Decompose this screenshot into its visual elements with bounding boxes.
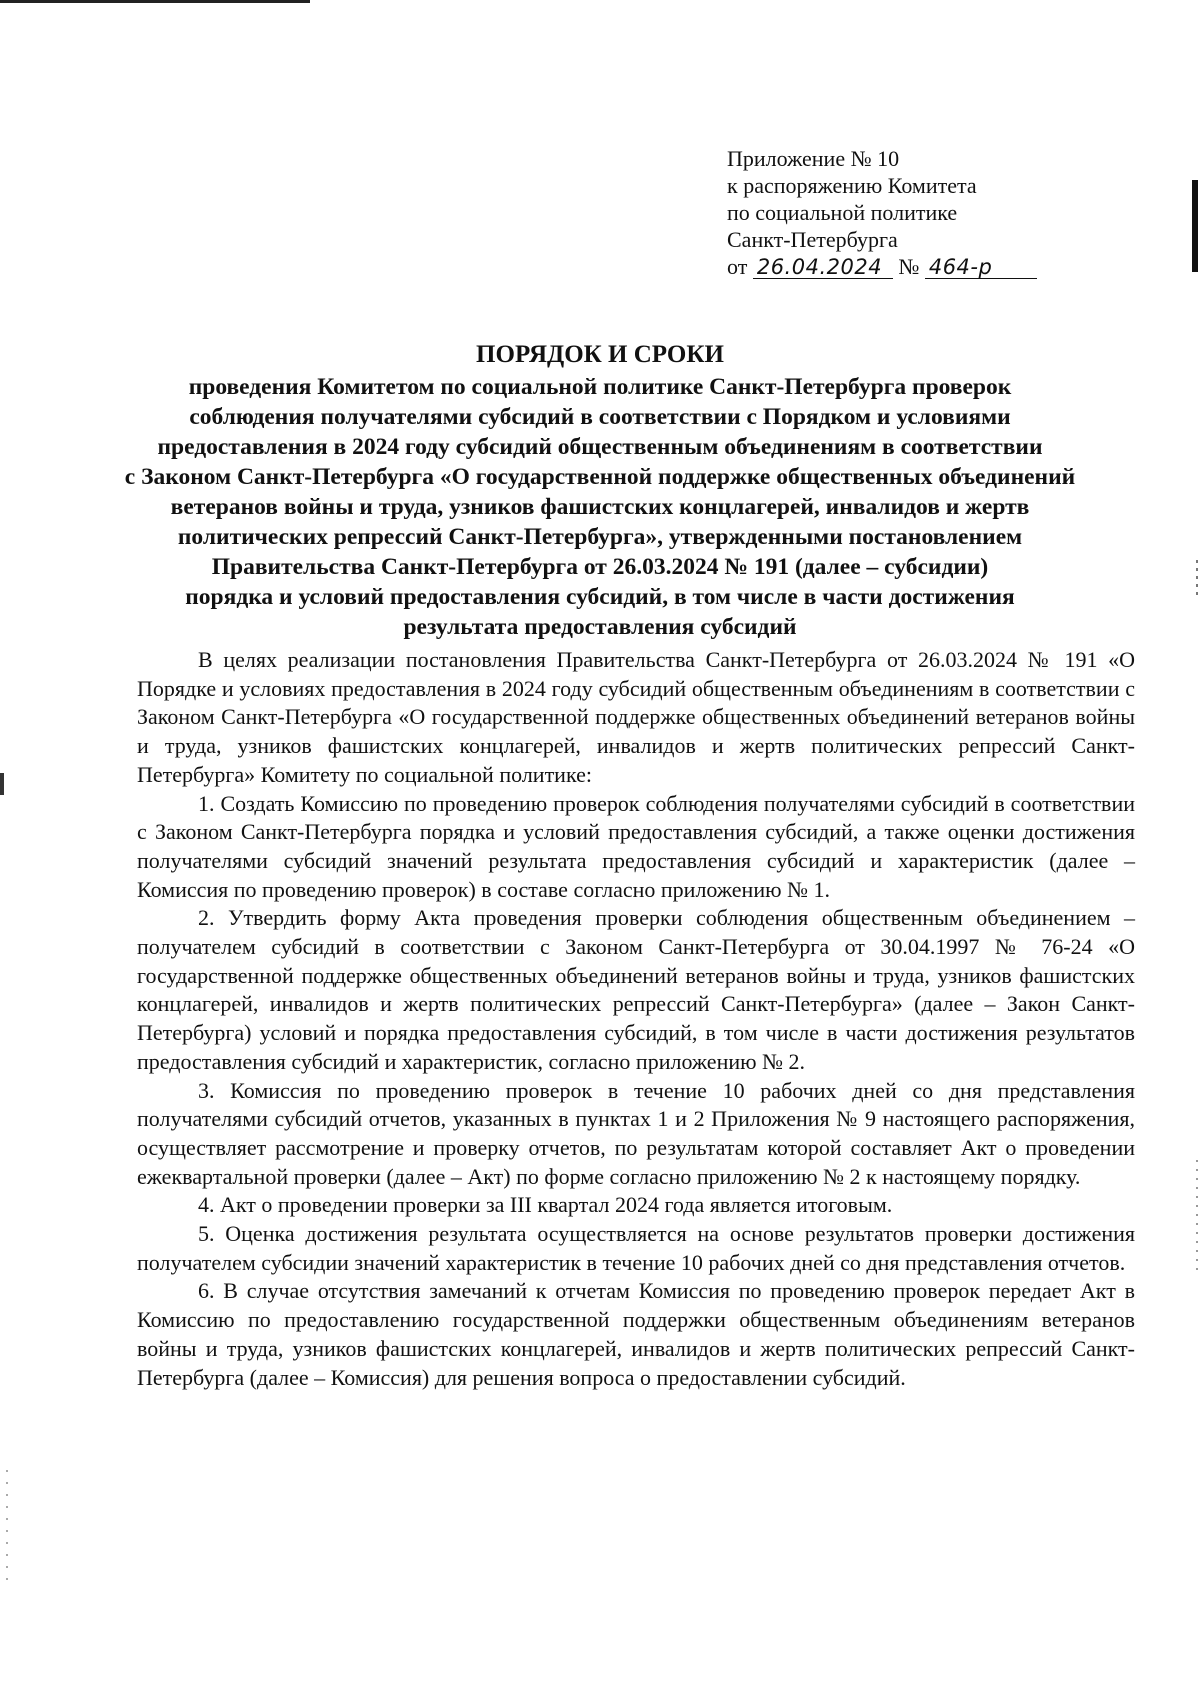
item-5-paragraph: 5. Оценка достижения результата осуществляется на основе результатов проверки достижения получателем субсидии значений характеристик в течение 10 рабочих дней со дня представления отчетов. (137, 1221, 1135, 1275)
item-1-paragraph: 1. Создать Комиссию по проведению проверок соблюдения получателями субсидий в соответствии с Законом Санкт-Петербурга порядка и условий предоставления субсидий, а также оценки достижения получателями субсидий значений результата предоставления субсидий и характеристик (далее – Комиссия по проведению проверок) в составе согласно приложению № 1. (137, 790, 1135, 902)
title-line: результата предоставления субсидий (403, 614, 797, 640)
item-3-paragraph: 3. Комиссия по проведению проверок в течение 10 рабочих дней со дня представления получателями субсидий отчетов, указанных в пунктах 1 и 2 Приложения № 9 настоящего распоряжения, осуществляет рассмотрение и проверку отчетов, по результатам которой составляет Акт о проведении ежеквартальной проверки (далее – Акт) по форме согласно приложению № 2 к настоящему порядку. (137, 1077, 1135, 1189)
title-line: предоставления в 2024 году субсидий общественным объединениям в соответствии (157, 434, 1043, 460)
title-line: ветеранов войны и труда, узников фашистских концлагерей, инвалидов и жертв (170, 494, 1030, 520)
document-title (120, 340, 1080, 642)
title-line: политических репрессий Санкт-Петербурга», утвержденными постановлением (177, 524, 1023, 550)
title-line: проведения Комитетом по социальной политике Санкт-Петербурга проверок (188, 374, 1012, 400)
intro-paragraph: В целях реализации постановления Правительства Санкт-Петербурга от 26.03.2024 № 191 «О Порядке и условиях предоставления в 2024 году субсидий общественным объединениям в соответствии с Законом Санкт-Петербурга «О государственной поддержке общественных объединений ветеранов войны и труда, узников фашистских концлагерей, инвалидов и жертв политических репрессий Санкт-Петербурга» Комитету по социальной политике: (137, 647, 1135, 787)
number-prefix: № (898, 254, 920, 279)
appendix-committee: по социальной политике (727, 200, 958, 225)
scan-noise-left (6, 1470, 8, 1590)
appendix-order-ref: к распоряжению Комитета (727, 173, 977, 198)
scan-noise-right-lower (1196, 1160, 1198, 1270)
scan-noise-right (1196, 560, 1198, 600)
item-2-paragraph: 2. Утвердить форму Акта проведения проверки соблюдения общественным объединением – получателем субсидий в соответствии с Законом Санкт-Петербурга от 30.04.1997 № 76-24 «О государственной поддержке общественных объединений ветеранов войны и труда, узников фашистских концлагерей, инвалидов и жертв политических репрессий Санкт-Петербурга» (далее – Закон Санкт-Петербурга) условий и порядка предоставления субсидий, в том числе в части достижения результатов предоставления субсидий и характеристик, согласно приложению № 2. (137, 905, 1135, 1074)
appendix-date-line (727, 253, 1087, 280)
date-prefix: от (727, 254, 748, 279)
title-line: соблюдения получателями субсидий в соответствии с Порядком и условиями (189, 404, 1011, 430)
appendix-city: Санкт-Петербурга (727, 227, 898, 252)
title-main: ПОРЯДОК И СРОКИ (476, 341, 724, 368)
document-body (137, 646, 1135, 1392)
appendix-number: Приложение № 10 (727, 146, 900, 171)
scan-edge-mark-left (0, 773, 4, 795)
scan-edge-mark-top (0, 0, 310, 3)
scan-edge-mark-right (1192, 180, 1198, 272)
item-4-paragraph: 4. Акт о проведении проверки за III квартал 2024 года является итоговым. (198, 1192, 893, 1218)
title-line: с Законом Санкт-Петербурга «О государственной поддержке общественных объединений (124, 464, 1076, 490)
appendix-header (727, 145, 1087, 280)
title-line: Правительства Санкт-Петербурга от 26.03.2024 № 191 (далее – субсидии) (211, 554, 989, 580)
title-line: порядка и условий предоставления субсидий, в том числе в части достижения (185, 584, 1015, 610)
handwritten-date: 26.04.2024 (753, 256, 893, 279)
item-6-paragraph: 6. В случае отсутствия замечаний к отчетам Комиссия по проведению проверок передает Акт в Комиссию по предоставлению государственной поддержки общественным объединениям ветеранов войны и труда, узников фашистских концлагерей, инвалидов и жертв политических репрессий Санкт-Петербурга (далее – Комиссия) для решения вопроса о предоставлении субсидий. (137, 1278, 1135, 1390)
handwritten-number: 464-р (925, 256, 1037, 279)
